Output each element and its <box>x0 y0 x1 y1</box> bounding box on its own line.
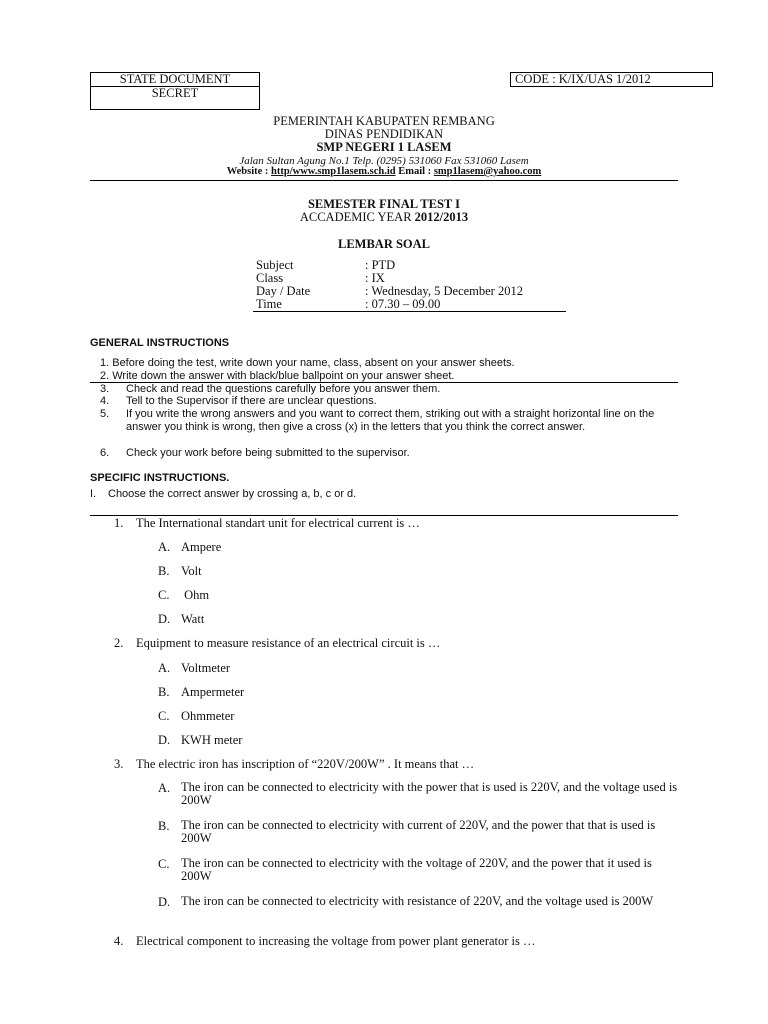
info-value-subject: : PTD <box>365 258 396 272</box>
info-value-date: : Wednesday, 5 December 2012 <box>365 284 523 298</box>
q2-option-b-text: Ampermeter <box>181 685 245 699</box>
general-item-3: Check and read the questions carefully before you answer them. <box>126 383 441 395</box>
info-value-class: : IX <box>365 271 385 285</box>
specific-instructions-heading: SPECIFIC INSTRUCTIONS. <box>90 472 230 484</box>
info-label-subject: Subject <box>256 258 294 272</box>
q2-number: 2. <box>114 636 124 650</box>
q3-text: The electric iron has inscription of “220V/200W” . It means that … <box>136 757 475 771</box>
code-box <box>510 72 713 87</box>
letterhead-line1: PEMERINTAH KABUPATEN REMBANG <box>273 114 495 128</box>
test-title: SEMESTER FINAL TEST I <box>307 197 461 211</box>
secret-label: SECRET <box>151 86 199 100</box>
q1-option-d-letter[interactable]: D. <box>158 612 171 626</box>
website-prefix: Website : <box>226 166 272 177</box>
q3-option-d-letter[interactable]: D. <box>158 895 171 909</box>
secret-box <box>90 86 260 110</box>
letterhead-divider <box>90 180 678 181</box>
q3-option-c-text: The iron can be connected to electricity with the voltage of 220V, and the power that it used is 200W <box>181 856 652 883</box>
q1-option-c-text: Ohm <box>181 588 210 602</box>
q3-option-a-text: The iron can be connected to electricity with the power that is used is 220V, and the voltage used is 200W <box>181 780 678 807</box>
specific-instruction-number: I. <box>90 488 97 500</box>
q1-option-b-text: Volt <box>181 564 202 578</box>
q2-option-b-letter[interactable]: B. <box>158 685 170 699</box>
q2-option-c-text: Ohmmeter <box>181 709 235 723</box>
q3-option-c-letter[interactable]: C. <box>158 857 170 871</box>
general-item-2: 2. Write down the answer with black/blue ballpoint on your answer sheet. <box>100 370 455 382</box>
general-num-4: 4. <box>100 395 110 407</box>
school-name: SMP NEGERI 1 LASEM <box>316 140 452 154</box>
email-link[interactable]: smp1lasem@yahoo.com <box>433 166 542 177</box>
letterhead-line2: DINAS PENDIDIKAN <box>324 127 444 141</box>
specific-instruction-text: Choose the correct answer by crossing a, b, c or d. <box>108 488 357 500</box>
q3-option-b-text: The iron can be connected to electricity with current of 220V, and the power that that is used is 200W <box>181 818 656 845</box>
q3-number: 3. <box>114 757 124 771</box>
info-divider <box>253 311 566 312</box>
website-link[interactable]: http/www.smp1lasem.sch.id <box>271 166 396 177</box>
q3-option-a-letter[interactable]: A. <box>158 781 171 795</box>
q1-option-a-letter[interactable]: A. <box>158 540 171 554</box>
q2-option-a-text: Voltmeter <box>181 661 231 675</box>
q4-number: 4. <box>114 934 124 948</box>
state-document-box <box>90 72 260 87</box>
info-label-time: Time <box>256 297 282 311</box>
q3-option-d-text: The iron can be connected to electricity with resistance of 220V, and the voltage used is 200W <box>181 894 654 908</box>
general-item-4: Tell to the Supervisor if there are unclear questions. <box>126 395 377 407</box>
q1-text: The International standart unit for electrical current is … <box>136 516 420 530</box>
contact-line <box>0 166 768 177</box>
academic-year-label: ACCADEMIC YEAR <box>299 210 415 224</box>
general-item-1: 1. Before doing the test, write down your name, class, absent on your answer sheets. <box>100 357 515 369</box>
email-prefix: Email : <box>395 166 434 177</box>
q1-option-d-text: Watt <box>181 612 205 626</box>
q1-option-a-text: Ampere <box>181 540 222 554</box>
state-document-label: STATE DOCUMENT <box>119 72 231 86</box>
academic-year-value: 2012/2013 <box>414 210 469 224</box>
q1-number: 1. <box>114 516 124 530</box>
general-num-5: 5. <box>100 408 110 420</box>
general-item-6: Check your work before being submitted to the supervisor. <box>126 447 410 459</box>
q4-text: Electrical component to increasing the voltage from power plant generator is … <box>136 934 536 948</box>
sheet-title: LEMBAR SOAL <box>337 237 431 251</box>
info-label-class: Class <box>256 271 284 285</box>
q1-option-c-letter[interactable]: C. <box>158 588 170 602</box>
q3-option-b-letter[interactable]: B. <box>158 819 170 833</box>
general-num-6: 6. <box>100 447 110 459</box>
q1-option-b-letter[interactable]: B. <box>158 564 170 578</box>
q2-option-d-letter[interactable]: D. <box>158 733 171 747</box>
school-address: Jalan Sultan Agung No.1 Telp. (0295) 531060 Fax 531060 Lasem <box>239 155 529 167</box>
general-instructions-heading: GENERAL INSTRUCTIONS <box>90 337 230 349</box>
general-num-3: 3. <box>100 383 110 395</box>
q2-option-c-letter[interactable]: C. <box>158 709 170 723</box>
q2-option-d-text: KWH meter <box>181 733 243 747</box>
q2-text: Equipment to measure resistance of an electrical circuit is … <box>136 636 441 650</box>
q2-option-a-letter[interactable]: A. <box>158 661 171 675</box>
academic-year <box>0 210 768 225</box>
info-label-date: Day / Date <box>256 284 311 298</box>
code-label: CODE : K/IX/UAS 1/2012 <box>515 72 651 86</box>
info-value-time: : 07.30 – 09.00 <box>365 297 441 311</box>
general-item-5: If you write the wrong answers and you want to correct them, striking out with a straight horizontal line on the answer you think is wrong, then give a cross (x) in the letters that you think the correct answer. <box>126 408 655 433</box>
